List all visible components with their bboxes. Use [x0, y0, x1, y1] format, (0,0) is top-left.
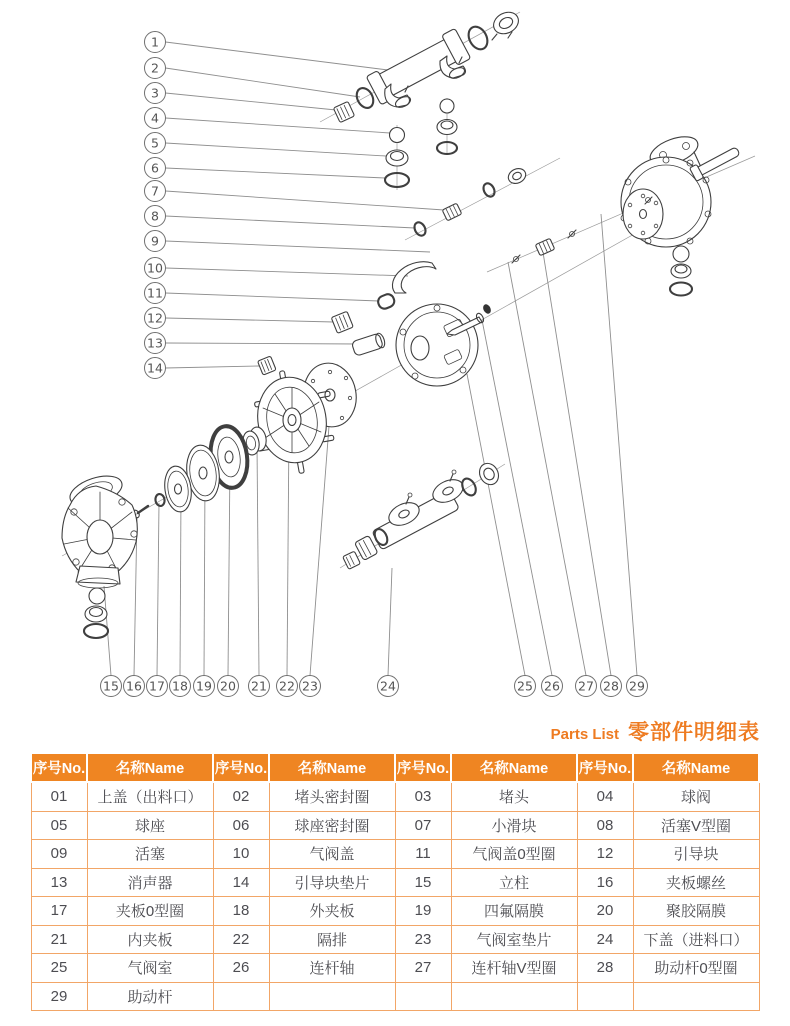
svg-text:14: 14 — [147, 360, 163, 376]
callout-2 — [145, 58, 166, 79]
leader-line-25 — [467, 374, 525, 676]
part-no-cell: 29 — [31, 982, 87, 1011]
svg-text:23: 23 — [302, 678, 318, 694]
clamp-oring — [155, 493, 166, 506]
callout-26 — [542, 676, 563, 697]
lower-manifold — [343, 460, 502, 569]
part-no-cell: 09 — [31, 840, 87, 869]
callout-13 — [145, 333, 166, 354]
svg-text:27: 27 — [578, 678, 594, 694]
svg-text:26: 26 — [544, 678, 560, 694]
svg-text:6: 6 — [151, 160, 159, 176]
part-name-cell: 堵头 — [451, 782, 577, 811]
callout-20 — [218, 676, 239, 697]
svg-text:10: 10 — [147, 260, 163, 276]
part-no-cell: 10 — [213, 840, 269, 869]
callout-6 — [145, 158, 166, 179]
pump-housing — [62, 470, 137, 588]
leader-line-11 — [166, 293, 380, 301]
leader-line-4 — [166, 118, 391, 133]
guide-block — [331, 311, 353, 333]
callout-21 — [249, 676, 270, 697]
part-no-cell: 06 — [213, 811, 269, 840]
leader-line-18 — [180, 492, 181, 676]
part-name-cell: 内夹板 — [87, 925, 213, 954]
part-name-cell: 活塞 — [87, 840, 213, 869]
part-no-cell: 21 — [31, 925, 87, 954]
svg-text:13: 13 — [147, 335, 163, 351]
part-no-cell: 15 — [395, 868, 451, 897]
callout-10 — [145, 258, 166, 279]
callout-9 — [145, 231, 166, 252]
callout-7 — [145, 181, 166, 202]
part-name-cell: 球阀 — [633, 782, 759, 811]
part-name-cell: 堵头密封圈 — [269, 782, 395, 811]
leader-line-19 — [204, 476, 205, 676]
part-name-cell: 球座密封圈 — [269, 811, 395, 840]
leader-line-1 — [166, 42, 389, 70]
part-name-cell: 气阀盖 — [269, 840, 395, 869]
leader-line-8 — [166, 216, 416, 228]
part-name-cell: 四氟隔膜 — [451, 897, 577, 926]
callout-12 — [145, 308, 166, 329]
part-no-cell: 26 — [213, 954, 269, 983]
part-name-cell: 球座 — [87, 811, 213, 840]
guide-block-gasket — [258, 356, 277, 375]
air-valve-cover — [392, 262, 436, 293]
part-no-cell: 12 — [577, 840, 633, 869]
part-no-cell: 18 — [213, 897, 269, 926]
svg-text:9: 9 — [151, 233, 159, 249]
part-name-cell: 连杆轴 — [269, 954, 395, 983]
part-no-cell: 17 — [31, 897, 87, 926]
part-no-cell: 19 — [395, 897, 451, 926]
part-no-cell: 11 — [395, 840, 451, 869]
parts-table-row-3 — [31, 840, 759, 869]
part-no-cell — [213, 982, 269, 1011]
header-no-1: 序号No. — [31, 753, 87, 782]
part-no-cell: 16 — [577, 868, 633, 897]
parts-table-row-7 — [31, 954, 759, 983]
part-no-cell: 23 — [395, 925, 451, 954]
svg-text:21: 21 — [251, 678, 267, 694]
part-name-cell: 连杆轴V型圈 — [451, 954, 577, 983]
part-name-cell: 引导块垫片 — [269, 868, 395, 897]
header-no-4: 序号No. — [577, 753, 633, 782]
header-no-2: 序号No. — [213, 753, 269, 782]
parts-table-row-6 — [31, 925, 759, 954]
callout-27 — [576, 676, 597, 697]
part-no-cell: 08 — [577, 811, 633, 840]
leader-line-2 — [166, 68, 361, 97]
callout-11 — [145, 283, 166, 304]
part-no-cell: 24 — [577, 925, 633, 954]
leader-line-13 — [166, 343, 361, 344]
callout-19 — [194, 676, 215, 697]
callout-25 — [515, 676, 536, 697]
callout-18 — [170, 676, 191, 697]
leader-line-26 — [482, 320, 552, 676]
leader-line-24 — [388, 568, 392, 676]
leader-line-17 — [157, 503, 159, 676]
part-no-cell: 20 — [577, 897, 633, 926]
callout-5 — [145, 133, 166, 154]
leader-line-10 — [166, 268, 409, 276]
part-name-cell: 上盖（出料口） — [87, 782, 213, 811]
part-name-cell: 夹板0型圈 — [87, 897, 213, 926]
leader-line-28 — [542, 246, 611, 676]
part-name-cell: 小滑块 — [451, 811, 577, 840]
callout-3 — [145, 83, 166, 104]
callout-14 — [145, 358, 166, 379]
part-no-cell: 02 — [213, 782, 269, 811]
part-name-cell: 夹板螺丝 — [633, 868, 759, 897]
part-name-cell — [633, 982, 759, 1011]
part-no-cell: 01 — [31, 782, 87, 811]
leader-line-3 — [166, 93, 337, 110]
callout-29 — [627, 676, 648, 697]
part-no-cell: 28 — [577, 954, 633, 983]
parts-table-header-row — [31, 753, 759, 782]
part-name-cell: 气阀室垫片 — [451, 925, 577, 954]
svg-text:12: 12 — [147, 310, 163, 326]
part-no-cell — [577, 982, 633, 1011]
leader-line-12 — [166, 318, 335, 322]
air-valve-cover-oring — [376, 292, 396, 310]
leader-line-21 — [257, 444, 259, 676]
svg-text:4: 4 — [151, 110, 159, 126]
part-name-cell: 外夹板 — [269, 897, 395, 926]
plug-top — [490, 8, 522, 40]
leader-line-7 — [166, 191, 445, 210]
parts-table-row-4 — [31, 868, 759, 897]
part-no-cell — [395, 982, 451, 1011]
parts-table-row-1 — [31, 782, 759, 811]
callout-8 — [145, 206, 166, 227]
svg-text:28: 28 — [603, 678, 619, 694]
svg-text:29: 29 — [629, 678, 645, 694]
leader-line-6 — [166, 168, 386, 178]
part-no-cell: 13 — [31, 868, 87, 897]
part-name-cell: 引导块 — [633, 840, 759, 869]
svg-text:7: 7 — [151, 183, 159, 199]
callout-22 — [277, 676, 298, 697]
muffler — [351, 332, 386, 356]
svg-text:3: 3 — [151, 85, 159, 101]
callout-28 — [601, 676, 622, 697]
part-no-cell: 14 — [213, 868, 269, 897]
part-no-cell: 27 — [395, 954, 451, 983]
parts-table-row-8 — [31, 982, 759, 1011]
part-name-cell — [451, 982, 577, 1011]
part-name-cell: 活塞V型圈 — [633, 811, 759, 840]
part-name-cell: 助动杆 — [87, 982, 213, 1011]
part-name-cell: 助动杆0型圈 — [633, 954, 759, 983]
header-name-3: 名称Name — [451, 753, 577, 782]
part-name-cell: 气阀室 — [87, 954, 213, 983]
svg-text:22: 22 — [279, 678, 295, 694]
callout-23 — [300, 676, 321, 697]
part-name-cell: 气阀盖0型圈 — [451, 840, 577, 869]
right-chamber-assembly — [621, 131, 711, 295]
svg-text:16: 16 — [126, 678, 142, 694]
parts-table-row-2 — [31, 811, 759, 840]
parts-list-title-en: Parts List — [550, 726, 619, 743]
svg-text:17: 17 — [149, 678, 165, 694]
part-name-cell: 消声器 — [87, 868, 213, 897]
plug-seal-oring-top — [465, 23, 491, 52]
part-name-cell: 下盖（进料口） — [633, 925, 759, 954]
parts-list-title-zh: 零部件明细表 — [628, 721, 760, 744]
part-name-cell — [269, 982, 395, 1011]
svg-text:8: 8 — [151, 208, 159, 224]
svg-text:19: 19 — [196, 678, 212, 694]
header-name-1: 名称Name — [87, 753, 213, 782]
leader-line-27 — [508, 262, 586, 676]
housing-seal-stack — [84, 588, 108, 638]
part-name-cell: 聚胶隔膜 — [633, 897, 759, 926]
part-name-cell: 隔排 — [269, 925, 395, 954]
part-no-cell: 25 — [31, 954, 87, 983]
svg-text:2: 2 — [151, 60, 159, 76]
leader-line-5 — [166, 143, 387, 156]
part-no-cell: 07 — [395, 811, 451, 840]
leader-line-20 — [228, 458, 230, 676]
leader-line-14 — [166, 366, 260, 368]
part-name-cell: 立柱 — [451, 868, 577, 897]
part-no-cell: 03 — [395, 782, 451, 811]
header-no-3: 序号No. — [395, 753, 451, 782]
part-no-cell: 22 — [213, 925, 269, 954]
header-name-4: 名称Name — [633, 753, 759, 782]
svg-text:1: 1 — [151, 34, 159, 50]
callout-17 — [147, 676, 168, 697]
parts-table — [30, 752, 760, 1011]
callout-1 — [145, 32, 166, 53]
svg-text:25: 25 — [517, 678, 533, 694]
svg-text:18: 18 — [172, 678, 188, 694]
parts-table-row-5 — [31, 897, 759, 926]
callout-24 — [378, 676, 399, 697]
svg-text:5: 5 — [151, 135, 159, 151]
svg-text:20: 20 — [220, 678, 236, 694]
leader-line-9 — [166, 241, 431, 252]
part-no-cell: 05 — [31, 811, 87, 840]
leader-line-29 — [601, 214, 637, 676]
svg-text:24: 24 — [380, 678, 396, 694]
header-name-2: 名称Name — [269, 753, 395, 782]
parts-list-title — [551, 716, 760, 746]
svg-text:11: 11 — [147, 285, 163, 301]
svg-text:15: 15 — [103, 678, 119, 694]
callout-15 — [101, 676, 122, 697]
callout-4 — [145, 108, 166, 129]
air-valve-chamber — [396, 304, 478, 386]
part-no-cell: 04 — [577, 782, 633, 811]
callout-16 — [124, 676, 145, 697]
